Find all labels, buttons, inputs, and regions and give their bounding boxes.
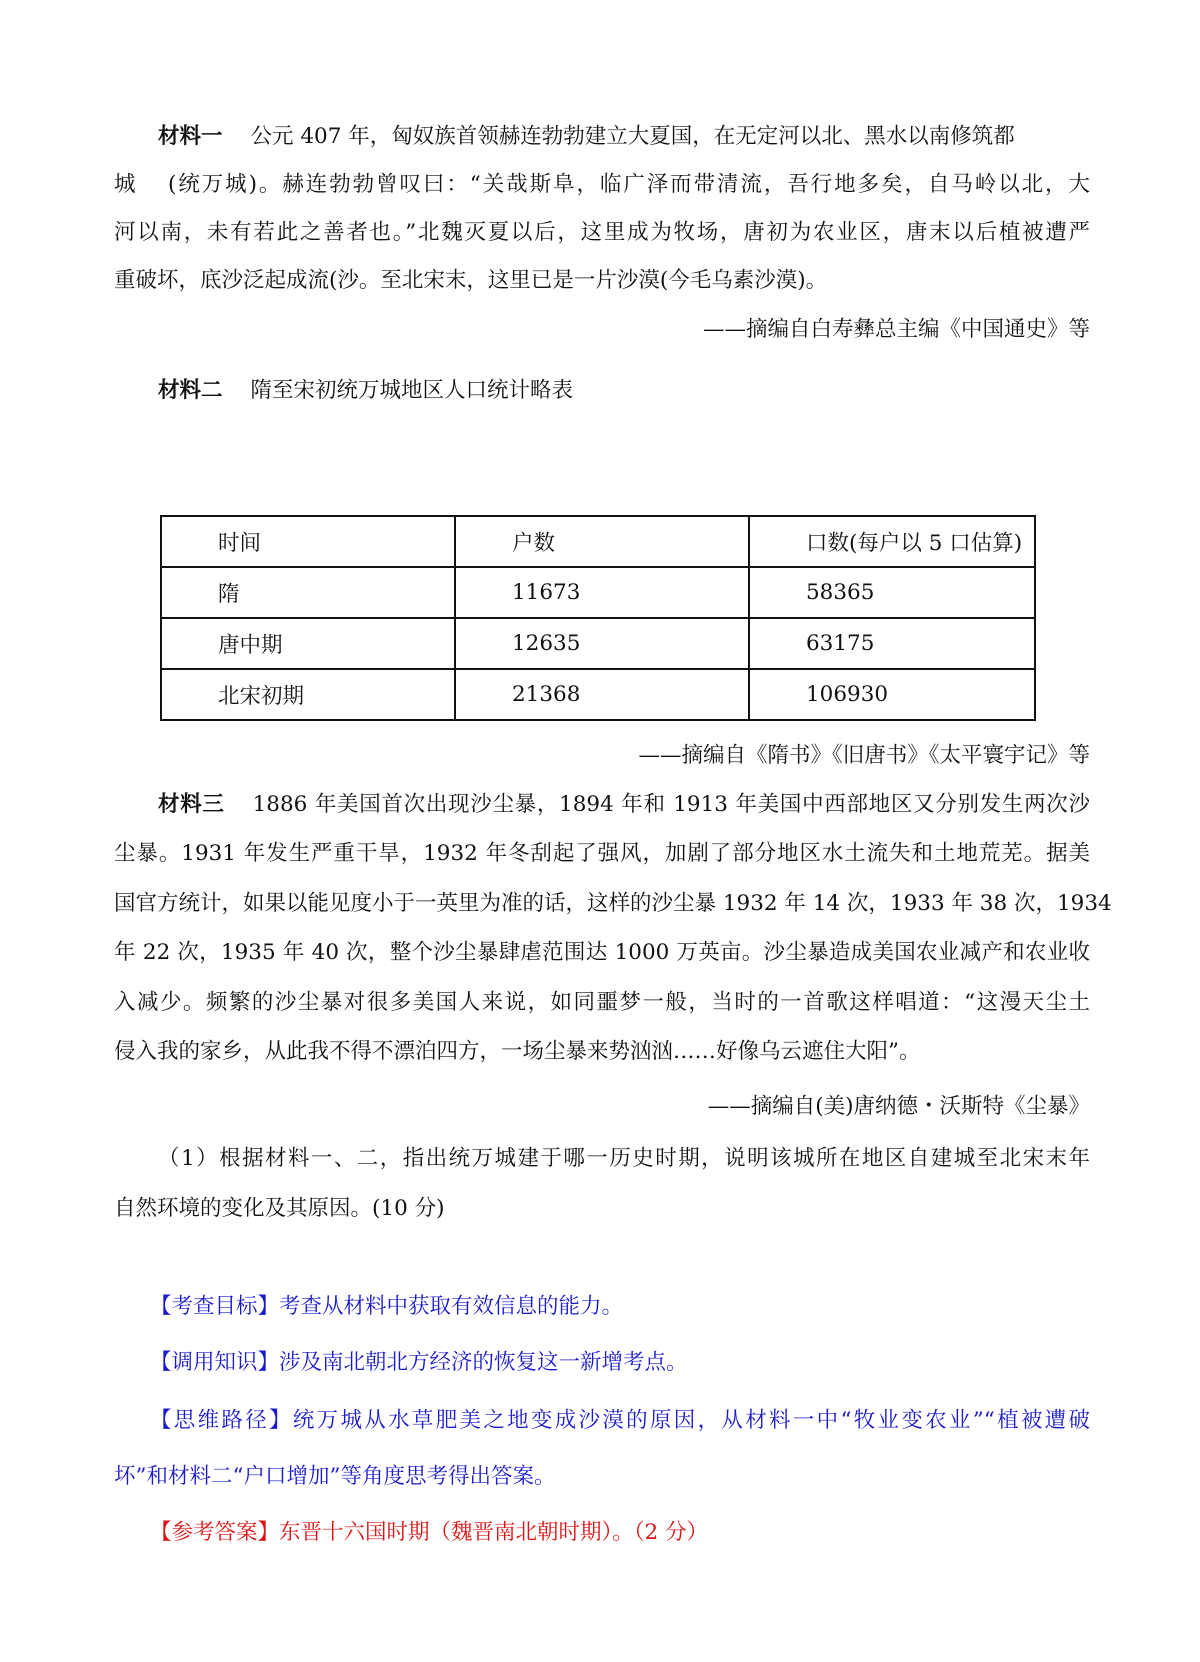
table-cell: 106930: [749, 669, 1035, 720]
table-header-cell: 时间: [161, 516, 455, 567]
table-cell: 隋: [161, 567, 455, 618]
knowledge-text: 涉及南北朝北方经济的恢复这一新增考点。: [279, 1350, 688, 1375]
table-cell: 63175: [749, 618, 1035, 669]
table-row: [161, 567, 1035, 618]
material2-heading: [158, 367, 573, 415]
knowledge-line: [150, 1339, 688, 1387]
material3-first-line: [158, 781, 1090, 829]
material3-line-2: 尘暴。1931 年发生严重干旱，1932 年冬刮起了强风，加剧了部分地区水土流失和土地荒芜。据美: [114, 841, 1090, 866]
table-cell: 58365: [749, 567, 1035, 618]
table-cell: 11673: [455, 567, 749, 618]
material1-line-4: 河以南，未有若此之善者也。”北魏灭夏以后，这里成为牧场，唐初为农业区，唐末以后植被遭严: [114, 220, 1090, 245]
material3-label: 材料三: [158, 792, 225, 817]
material1-first-line: [158, 113, 1015, 161]
material1-source: ——摘编自白寿彝总主编《中国通史》等: [702, 317, 1090, 342]
answer-line: [150, 1509, 708, 1557]
path-label: 【思维路径】: [150, 1408, 293, 1433]
material3-line-4: 年 22 次，1935 年 40 次，整个沙尘暴肆虐范围达 1000 万英亩。沙尘暴造成美国农业减产和农业收: [114, 940, 1090, 965]
material1-label: 材料一: [158, 124, 223, 149]
target-text: 考查从材料中获取有效信息的能力。: [279, 1294, 624, 1319]
material3-line-5: 入减少。频繁的沙尘暴对很多美国人来说，如同噩梦一般，当时的一首歌这样唱道：“这漫天尘土: [114, 990, 1090, 1015]
question-line-2: 自然环境的变化及其原因。(10 分): [114, 1196, 445, 1221]
table-header-cell: 户数: [455, 516, 749, 567]
table-cell: 21368: [455, 669, 749, 720]
table-row: [161, 669, 1035, 720]
material3-line-6: 侵入我的家乡，从此我不得不漂泊四方，一场尘暴来势汹汹……好像乌云遮住大阳”。: [114, 1039, 921, 1064]
target-line: [150, 1283, 623, 1331]
path-line-1: [150, 1397, 1090, 1445]
question-line-1: （1）根据材料一、二，指出统万城建于哪一历史时期，说明该城所在地区自建城至北宋末年: [158, 1146, 1090, 1171]
population-table: [160, 515, 1036, 721]
material2-label: 材料二: [158, 378, 223, 403]
material3-line-3: 国官方统计，如果以能见度小于一英里为准的话，这样的沙尘暴 1932 年 14 次，1933 年 38 次，1934: [114, 891, 1112, 916]
material3-line-1: 1886 年美国首次出现沙尘暴，1894 年和 1913 年美国中西部地区又分别发生两次沙: [252, 792, 1090, 817]
knowledge-label: 【调用知识】: [150, 1350, 280, 1375]
table-cell: 唐中期: [161, 618, 455, 669]
material2-source: ——摘编自《隋书》《旧唐书》《太平寰宇记》等: [638, 743, 1090, 768]
table-header-row: [161, 516, 1035, 567]
table-cell: 北宋初期: [161, 669, 455, 720]
answer-label: 【参考答案】: [150, 1520, 280, 1545]
material1-line-2: 城: [114, 172, 136, 197]
material3-source: ——摘编自(美)唐纳德・沃斯特《尘暴》: [707, 1094, 1090, 1119]
material1-line-1: 公元 407 年，匈奴族首领赫连勃勃建立大夏国，在无定河以北、黑水以南修筑都: [250, 124, 1015, 149]
table-header-cell: 口数(每户以 5 口估算): [749, 516, 1035, 567]
path-line-2: 坏”和材料二“户口增加”等角度思考得出答案。: [114, 1464, 556, 1489]
material1-line-5: 重破坏，底沙泛起成流(沙。至北宋末，这里已是一片沙漠(今毛乌素沙漠)。: [114, 268, 828, 293]
material1-line-2-label: [114, 161, 136, 209]
answer-text: 东晋十六国时期（魏晋南北朝时期）。（2 分）: [279, 1520, 709, 1545]
table-cell: 12635: [455, 618, 749, 669]
material2-title: 隋至宋初统万城地区人口统计略表: [250, 378, 574, 403]
target-label: 【考查目标】: [150, 1294, 280, 1319]
path-text-1: 统万城从水草肥美之地变成沙漠的原因，从材料一中“牧业变农业”“植被遭破: [292, 1408, 1090, 1433]
material1-line-3: (统万城)。赫连勃勃曾叹曰：“关哉斯阜，临广泽而带清流，吾行地多矣，自马岭以北，大: [168, 172, 1090, 197]
table-row: [161, 618, 1035, 669]
